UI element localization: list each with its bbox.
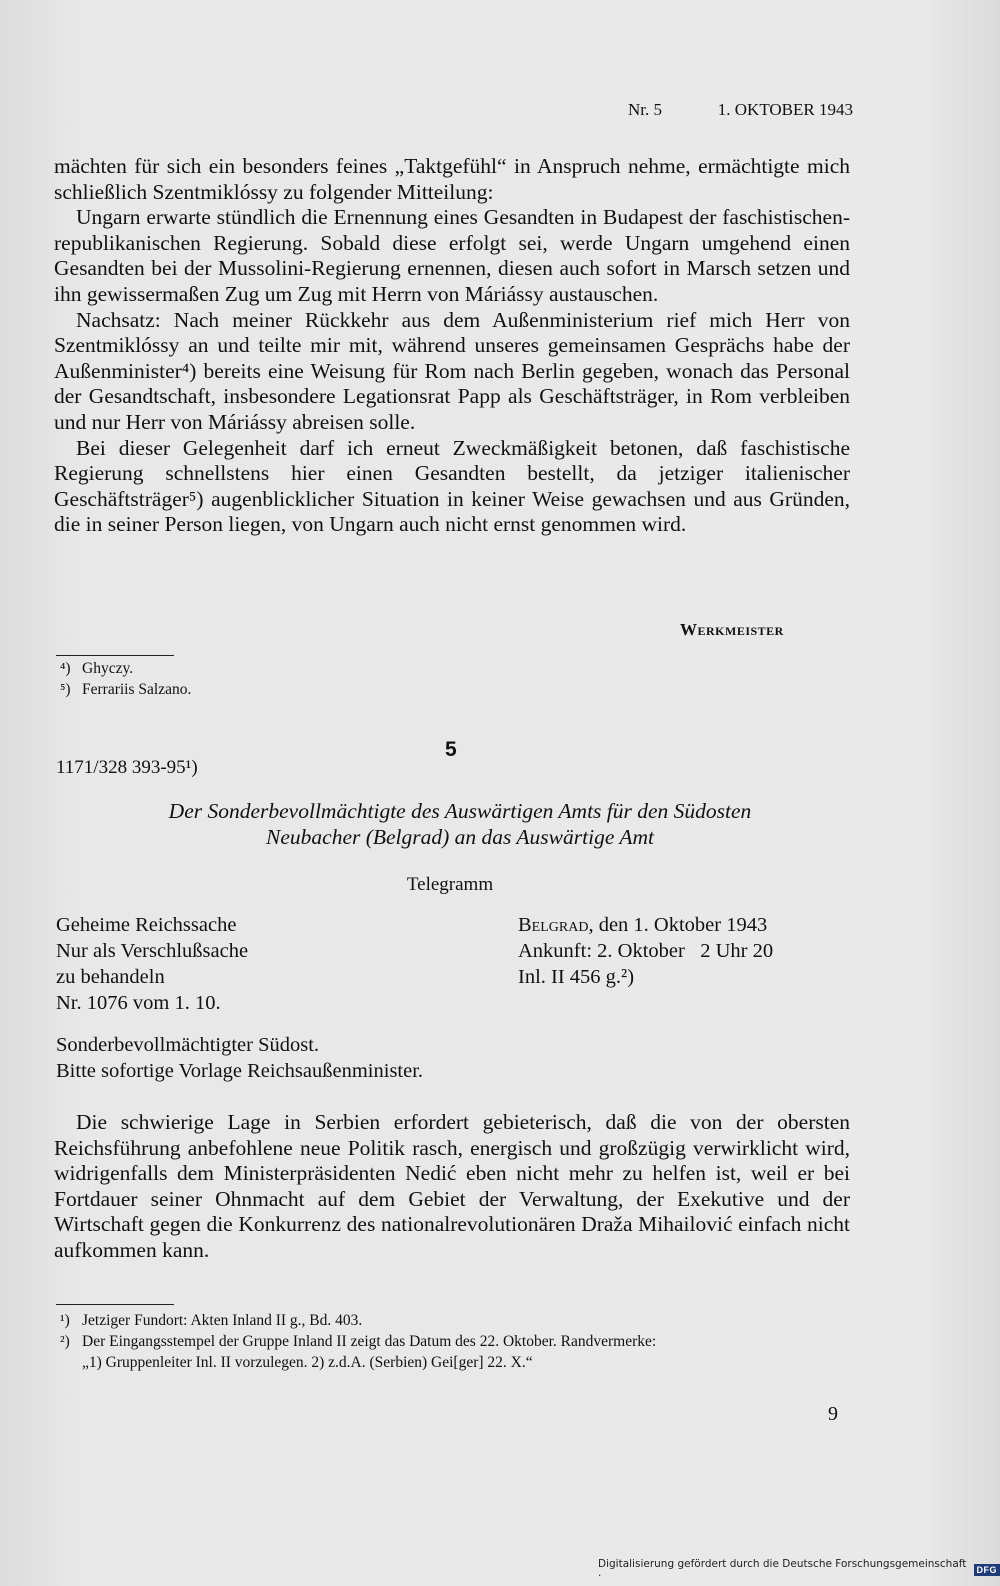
dfg-logo-icon: DFG: [974, 1564, 1000, 1576]
running-head-date: 1. OKTOBER 1943: [717, 100, 853, 119]
footnote-text: Ferrariis Salzano.: [82, 681, 192, 698]
footnote: [60, 679, 191, 700]
footnote: [60, 658, 133, 679]
place-name: Belgrad: [518, 914, 589, 936]
continued-report-text: [54, 154, 850, 538]
footnote: [60, 1310, 362, 1331]
paragraph: Ungarn erwarte stündlich die Ernennung eines Gesandten in Budapest der faschistischen-republikanischen Regierung. Sobald diese erfolgt sei, werde Ungarn umgehend einen Gesandten bei der Mussolini-Regierung ernennen, diesen auch sofort in Marsch setzen und ihn gewissermaßen Zug um Zug mit Herrn von Máriássy austauschen.: [54, 205, 850, 306]
classification-line: zu behandeln: [56, 966, 165, 988]
dispatch-block: [518, 912, 773, 990]
footnote: [60, 1331, 850, 1373]
footnote-mark: ⁴): [60, 660, 71, 677]
paragraph: Bei dieser Gelegenheit darf ich erneut Zweckmäßigkeit betonen, daß faschistische Regierung schnellstens hier einen Gesandten bestellt, da jetziger italienischer Geschäftsträger⁵) augenblicklicher Situation in keiner Weise gewachsen und aus Gründen, die in seiner Person liegen, von Ungarn auch nicht ernst genommen wird.: [54, 435, 850, 537]
signature: Werkmeister: [680, 620, 784, 639]
instructions-block: [56, 1032, 423, 1084]
classification-line: Geheime Reichssache: [56, 914, 237, 936]
file-reference: 1171/328 393-95¹): [56, 757, 198, 778]
paragraph: Die schwierige Lage in Serbien erfordert gebieterisch, daß die von der obersten Reichsführung anbefohlene neue Politik rasch, energisch und großzügig verwirklicht wird, widrigenfalls dem Ministerpräsidenten Nedić eben nicht mehr zu helfen ist, weil er bei Fortdauer seiner Ohnmacht auf dem Gebiet der Verwaltung, der Exekutive und der Wirtschaft gegen die Konkurrenz des nationalrevolutionären Draža Mihailović einfach nicht aufkommen kann.: [54, 1110, 850, 1262]
date-text: , den 1. Oktober 1943: [588, 914, 768, 936]
footnote-rule: [56, 655, 174, 656]
paragraph: mächten für sich ein besonders feines „Taktgefühl“ in Anspruch nehme, ermächtigte mich schließlich Szentmiklóssy zu folgender Mitteilung:: [54, 154, 850, 204]
page-number: 9: [828, 1403, 838, 1425]
running-head: [628, 100, 853, 120]
footnote-text: Jetziger Fundort: Akten Inland II g., Bd. 403.: [82, 1312, 363, 1329]
paragraph: Nachsatz: Nach meiner Rückkehr aus dem Außenministerium rief mich Herr von Szentmiklóssy an und teilte mir mit, während unseres gemeinsamen Gesprächs habe der Außenminister⁴) bereits eine Weisung für Rom nach Berlin gegeben, wonach das Personal der Gesandtschaft, insbesondere Legationsrat Papp als Geschäftsträger, in Rom verbleiben und nur Herr von Máriássy abreisen solle.: [54, 307, 850, 434]
footnote-text: Der Eingangsstempel der Gruppe Inland II zeigt das Datum des 22. Oktober. Randvermerke:: [82, 1333, 657, 1350]
arrival-line: Ankunft: 2. Oktober 2 Uhr 20: [518, 940, 774, 962]
place-date-line: [518, 912, 773, 938]
footnote-rule: [56, 1304, 174, 1305]
reference-line: Inl. II 456 g.²): [518, 966, 635, 988]
telegram-body: [54, 1110, 850, 1264]
running-head-doc-number: Nr. 5: [628, 100, 662, 119]
digitization-credit: [598, 1558, 1000, 1582]
document-number: 5: [445, 738, 457, 761]
classification-block: [56, 912, 248, 1016]
document-title-line: Neubacher (Belgrad) an das Auswärtige Amt: [266, 825, 654, 849]
document-title: [80, 798, 840, 850]
footnote-text: Ghyczy.: [82, 660, 134, 677]
footnote-mark: ¹): [60, 1312, 70, 1329]
classification-line: Nur als Verschlußsache: [56, 940, 249, 962]
document-title-line: Der Sonderbevollmächtigte des Auswärtigen Amts für den Südosten: [168, 799, 752, 823]
footnote-mark: ⁵): [60, 681, 71, 698]
document-type: Telegramm: [406, 874, 494, 895]
classification-line: Nr. 1076 vom 1. 10.: [56, 992, 221, 1014]
footnote-text-continued: „1) Gruppenleiter Inl. II vorzulegen. 2) z.d.A. (Serbien) Gei[ger] 22. X.“: [82, 1354, 533, 1371]
footnote-mark: ²): [60, 1333, 70, 1350]
credit-text: Digitalisierung gefördert durch die Deutsche Forschungsgemeinschaft ·: [598, 1558, 967, 1582]
instruction-line: Sonderbevollmächtigter Südost.: [56, 1034, 320, 1056]
instruction-line: Bitte sofortige Vorlage Reichsaußenminister.: [56, 1060, 424, 1082]
